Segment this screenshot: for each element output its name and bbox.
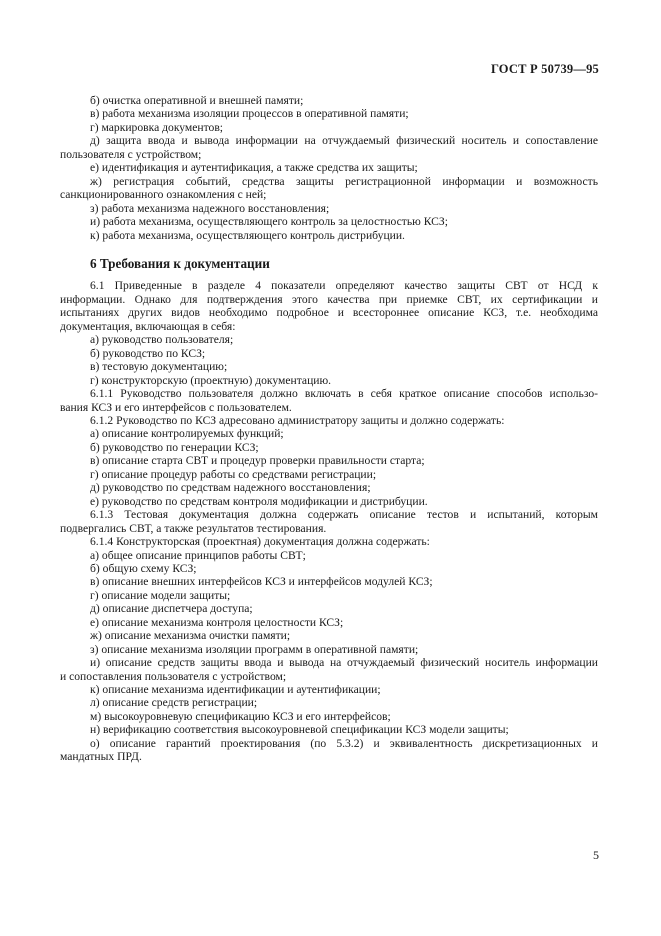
list-item: в) тестовую документацию;	[90, 360, 228, 374]
list-item: а) описание контролируемых функций;	[90, 427, 284, 441]
list-item: д) руководство по средствам надежного восстановления;	[90, 481, 371, 495]
list-item: н) верификацию соответствия высокоуровневой спецификации КСЗ модели защиты;	[90, 723, 509, 737]
list-item: з) описание механизма изоляции программ в оперативной памяти;	[90, 642, 419, 656]
list-item: а) общее описание принципов работы СВТ;	[90, 548, 306, 562]
list-item: д) описание диспетчера доступа;	[90, 602, 253, 616]
list-item: е) описание механизма контроля целостности КСЗ;	[90, 615, 344, 629]
list-item-continuation: санкционированного ознакомления с ней;	[60, 188, 267, 202]
page-number: 5	[593, 848, 599, 862]
paragraph-line: документация, включающая в себя:	[60, 319, 236, 333]
list-item-continuation: пользователя с устройством;	[60, 147, 202, 161]
list-item: а) руководство пользователя;	[90, 333, 234, 347]
list-item: к) описание механизма идентификации и аутентификации;	[90, 683, 381, 697]
list-item: г) маркировка документов;	[90, 120, 224, 134]
paragraph-line: подвергались СВТ, а также результатов тестирования.	[60, 521, 327, 535]
list-item: г) описание модели защиты;	[90, 588, 231, 602]
list-item: е) руководство по средствам контроля модификации и дистрибуции.	[90, 494, 428, 508]
list-item: ж) описание механизма очистки памяти;	[90, 629, 291, 643]
paragraph-line: 6.1.3 Тестовая документация должна содержать описание тестов и испытаний, которым	[90, 508, 598, 522]
paragraph-line: информации. Однако для подтверждения этого качества при приемке СВТ, их сертификации и	[60, 292, 598, 306]
list-item: в) описание старта СВТ и процедур проверки правильности старта;	[90, 454, 425, 468]
list-item: з) работа механизма надежного восстановления;	[90, 201, 330, 215]
document-code-header: ГОСТ Р 50739—95	[490, 62, 599, 76]
paragraph-line: 6.1 Приведенные в разделе 4 показатели определяют качество защиты СВТ от НСД к	[90, 279, 598, 293]
list-item: в) описание внешних интерфейсов КСЗ и интерфейсов модулей КСЗ;	[90, 575, 433, 589]
page-body	[60, 94, 598, 764]
list-item: о) описание гарантий проектирования (по 5.3.2) и эквивалентность дискретизационных и	[90, 736, 598, 750]
list-item: и) описание средств защиты ввода и вывода на отчуждаемый физический носитель информации	[90, 656, 598, 670]
list-item: в) работа механизма изоляции процессов в оперативной памяти;	[90, 107, 409, 121]
list-item: д) защита ввода и вывода информации на отчуждаемый физический носитель и сопоставление	[90, 134, 598, 148]
list-item: л) описание средств регистрации;	[90, 696, 258, 710]
list-item: г) описание процедур работы со средствами регистрации;	[90, 467, 377, 481]
list-item: б) очистка оперативной и внешней памяти;	[90, 94, 304, 107]
list-item-continuation: мандатных ПРД.	[60, 750, 142, 764]
list-item: и) работа механизма, осуществляющего контроль за целостностью КСЗ;	[90, 215, 448, 229]
list-item: е) идентификация и аутентификация, а также средства их защиты;	[90, 161, 418, 175]
paragraph-line: испытаниях других видов необходимо подробное и всестороннее описание КСЗ, т.е. необходима	[60, 306, 598, 320]
list-item: м) высокоуровневую спецификацию КСЗ и его интерфейсов;	[90, 709, 391, 723]
section-heading: 6 Требования к документации	[90, 255, 270, 271]
list-item: г) конструкторскую (проектную) документацию.	[90, 373, 332, 387]
list-item: б) руководство по КСЗ;	[90, 346, 206, 360]
list-item: ж) регистрация событий, средства защиты регистрационной информации и возможность	[90, 174, 598, 188]
list-item: б) общую схему КСЗ;	[90, 561, 197, 575]
list-item-continuation: и сопоставления пользователя с устройством;	[60, 669, 287, 683]
paragraph-line: вания КСЗ и его интерфейсов с пользователем.	[60, 400, 292, 414]
list-item: к) работа механизма, осуществляющего контроль дистрибуции.	[90, 228, 405, 242]
paragraph-line: 6.1.4 Конструкторская (проектная) документация должна содержать:	[90, 535, 430, 549]
list-item: б) руководство по генерации КСЗ;	[90, 440, 259, 454]
paragraph-line: 6.1.1 Руководство пользователя должно включать в себя краткое описание способов использо-	[90, 387, 598, 401]
paragraph-line: 6.1.2 Руководство по КСЗ адресовано администратору защиты и должно содержать:	[90, 413, 505, 427]
